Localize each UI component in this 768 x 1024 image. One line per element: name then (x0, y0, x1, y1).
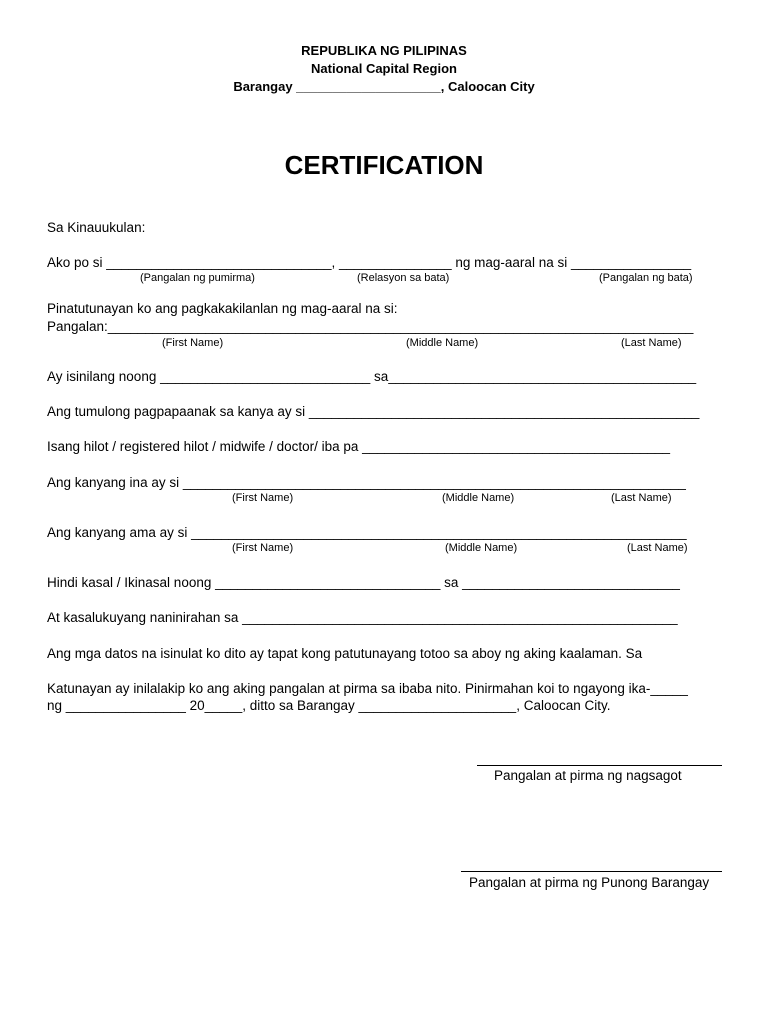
line-naninirahan: At kasalukuyang naninirahan sa __________________________________________________________ (47, 610, 678, 625)
caption-relasyon: (Relasyon sa bata) (357, 272, 450, 284)
header-republic: REPUBLIKA NG PILIPINAS (301, 43, 467, 58)
line-ama: Ang kanyang ama ay si __________________________________________________________________ (47, 525, 687, 540)
line-pinatutunayan: Pinatutunayan ko ang pagkakakilanlan ng mag-aaral na si: (47, 301, 398, 316)
line-ina: Ang kanyang ina ay si ___________________________________________________________________ (47, 475, 686, 490)
line-ako-po-si: Ako po si ______________________________, _______________ ng mag-aaral na si ________________ (47, 255, 692, 270)
line-datos: Ang mga datos na isinulat ko dito ay tapat kong patutunayang totoo sa aboy ng aking kaalaman. Sa (47, 646, 643, 661)
line-kasal: Hindi kasal / Ikinasal noong ______________________________ sa _____________________________ (47, 575, 680, 590)
caption-middle-name: (Middle Name) (406, 337, 479, 349)
caption-ama-last-name: (Last Name) (627, 542, 688, 554)
signature-label-nagsagot: Pangalan at pirma ng nagsagot (494, 768, 682, 783)
line-tumulong: Ang tumulong pagpapaanak sa kanya ay si ____________________________________________________ (47, 404, 700, 419)
line-hilot: Isang hilot / registered hilot / midwife / doctor/ iba pa _________________________________________ (47, 439, 670, 454)
salutation: Sa Kinauukulan: (47, 220, 146, 235)
caption-first-name: (First Name) (162, 337, 224, 349)
caption-pangalan-bata: (Pangalan ng bata) (599, 272, 693, 284)
line-isinilang: Ay isinilang noong ____________________________ sa_________________________________________ (47, 369, 697, 384)
caption-ina-first-name: (First Name) (232, 492, 294, 504)
caption-ama-middle-name: (Middle Name) (445, 542, 518, 554)
line-ng-petsa: ng ________________ 20_____, ditto sa Barangay _____________________, Caloocan City. (47, 698, 611, 713)
signature-line-punong-barangay (461, 871, 722, 872)
header-barangay: Barangay ____________________, Caloocan City (233, 79, 535, 94)
caption-ama-first-name: (First Name) (232, 542, 294, 554)
line-pangalan: Pangalan:______________________________________________________________________________ (47, 319, 694, 334)
caption-pangalan-pumirma: (Pangalan ng pumirma) (140, 272, 255, 284)
caption-last-name: (Last Name) (621, 337, 682, 349)
header-region: National Capital Region (311, 61, 457, 76)
caption-ina-middle-name: (Middle Name) (442, 492, 515, 504)
caption-ina-last-name: (Last Name) (611, 492, 672, 504)
document-title: CERTIFICATION (284, 150, 484, 180)
signature-label-punong-barangay: Pangalan at pirma ng Punong Barangay (469, 875, 710, 890)
signature-line-nagsagot (477, 765, 722, 766)
line-katunayan: Katunayan ay inilalakip ko ang aking pangalan at pirma sa ibaba nito. Pinirmahan koi to ngayong ika-_____ (47, 681, 688, 696)
